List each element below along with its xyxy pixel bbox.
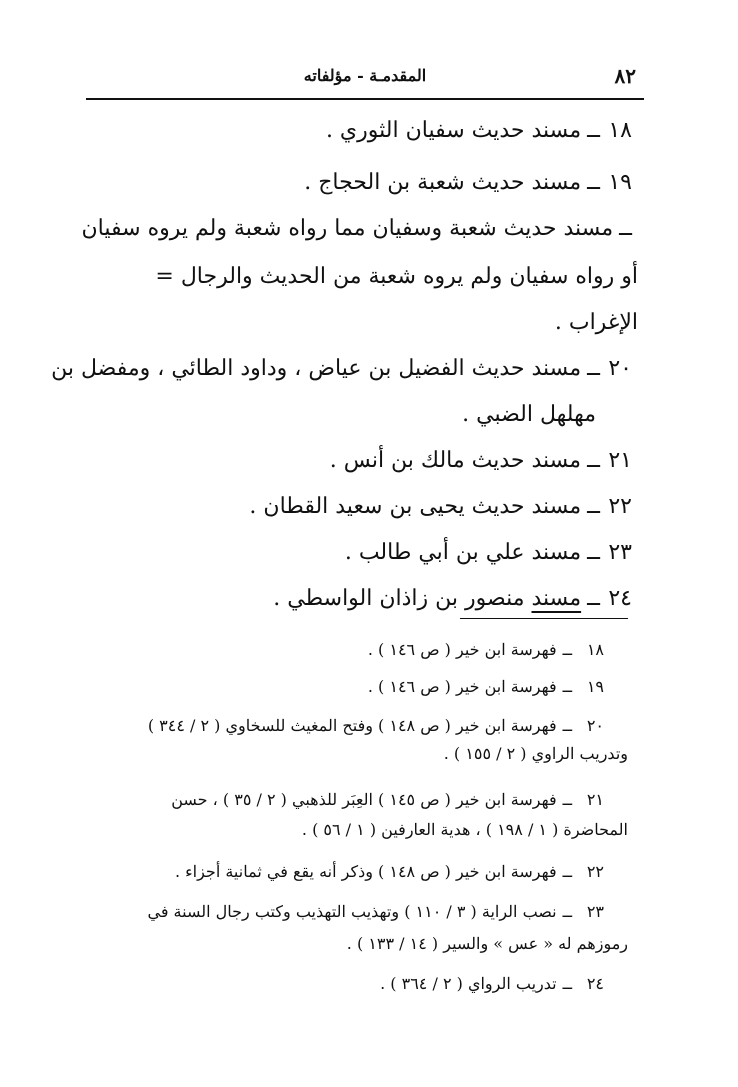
entry-19 bbox=[304, 170, 632, 195]
footnote-22 bbox=[175, 862, 604, 881]
page-number: ٨٢ bbox=[614, 64, 636, 88]
entry-dash: ــ bbox=[619, 216, 632, 241]
footnote-dash: ــ bbox=[562, 716, 572, 735]
entry-text: مسند حديث الفضيل بن عياض ، وداود الطائي ، ومفضل بن bbox=[51, 356, 582, 381]
entry-number: ٢٠ bbox=[608, 356, 632, 381]
entry-continuation bbox=[555, 310, 638, 335]
entry-21 bbox=[330, 448, 632, 473]
entry-number: ٢٤ bbox=[608, 586, 632, 611]
entry-underlined-word: مسند bbox=[531, 586, 582, 611]
entry-unnumbered bbox=[82, 216, 638, 241]
entry-18 bbox=[326, 118, 632, 143]
footnote-number: ١٨ bbox=[586, 640, 604, 659]
entry-text: مهلهل الضبي . bbox=[462, 402, 596, 427]
footnote-dash: ــ bbox=[562, 902, 572, 921]
footnote-21 bbox=[171, 790, 604, 809]
footnote-dash: ــ bbox=[562, 640, 572, 659]
entry-24 bbox=[273, 586, 632, 611]
footnote-text: فهرسة ابن خير ( ص ١٤٥ ) العِبَر للذهبي ( ٢ / ٣٥ ) ، حسن bbox=[171, 790, 557, 809]
footnote-23 bbox=[147, 902, 604, 921]
footnote-number: ٢٢ bbox=[586, 862, 604, 881]
footnote-continuation bbox=[302, 820, 628, 839]
footnote-dash: ــ bbox=[562, 790, 572, 809]
footnote-19 bbox=[368, 677, 604, 696]
footnote-text: وتدريب الراوي ( ٢ / ١٥٥ ) . bbox=[443, 744, 628, 763]
footnote-number: ١٩ bbox=[586, 677, 604, 696]
entry-number: ٢١ bbox=[608, 448, 632, 473]
footnote-text: فهرسة ابن خير ( ص ١٤٨ ) وفتح المغيث للسخاوي ( ٢ / ٣٤٤ ) bbox=[147, 716, 557, 735]
footnote-18 bbox=[368, 640, 604, 659]
footnote-text: تدريب الرواي ( ٢ / ٣٦٤ ) . bbox=[380, 974, 557, 993]
running-title: المقدمـة - مؤلفاته bbox=[303, 66, 427, 85]
footnote-text: فهرسة ابن خير ( ص ١٤٦ ) . bbox=[367, 677, 557, 696]
footnote-text: نصب الراية ( ٣ / ١١٠ ) وتهذيب التهذيب وكتب رجال السنة في bbox=[147, 902, 557, 921]
entry-text: مسند علي بن أبي طالب . bbox=[344, 540, 582, 565]
footnote-number: ٢٣ bbox=[586, 902, 604, 921]
entry-text: منصور بن زاذان الواسطي . bbox=[273, 586, 532, 611]
entry-continuation bbox=[462, 402, 596, 427]
footnote-24 bbox=[380, 974, 604, 993]
page-header bbox=[86, 60, 644, 100]
entry-text: مسند حديث مالك بن أنس . bbox=[329, 448, 582, 473]
footnote-dash: ــ bbox=[562, 677, 572, 696]
footnote-separator bbox=[460, 618, 628, 619]
entry-22 bbox=[249, 494, 632, 519]
entry-text: مسند حديث شعبة بن الحجاج . bbox=[304, 170, 582, 195]
footnote-dash: ــ bbox=[562, 974, 572, 993]
footnote-continuation bbox=[347, 934, 628, 953]
entry-23 bbox=[345, 540, 632, 565]
footnote-text: المحاضرة ( ١ / ١٩٨ ) ، هدية العارفين ( ١ / ٥٦ ) . bbox=[301, 820, 628, 839]
entry-dash: ــ bbox=[587, 118, 600, 143]
footnote-text: فهرسة ابن خير ( ص ١٤٦ ) . bbox=[367, 640, 557, 659]
entry-dash: ــ bbox=[587, 540, 600, 565]
entry-number: ٢٢ bbox=[608, 494, 632, 519]
footnote-continuation bbox=[444, 744, 628, 763]
entry-dash: ــ bbox=[587, 356, 600, 381]
footnote-dash: ــ bbox=[562, 862, 572, 881]
footnote-number: ٢١ bbox=[586, 790, 604, 809]
entry-text: مسند حديث يحيى بن سعيد القطان . bbox=[249, 494, 582, 519]
entry-text: الإغراب . bbox=[554, 310, 638, 335]
entry-number: ١٩ bbox=[608, 170, 632, 195]
entry-dash: ــ bbox=[587, 494, 600, 519]
entry-text: أو رواه سفيان ولم يروه شعبة من الحديث والرجال = bbox=[155, 264, 638, 289]
entry-number: ١٨ bbox=[608, 118, 632, 143]
entry-number: ٢٣ bbox=[608, 540, 632, 565]
entry-20 bbox=[51, 356, 632, 381]
entry-text: مسند حديث سفيان الثوري . bbox=[325, 118, 582, 143]
entry-text: مسند حديث شعبة وسفيان مما رواه شعبة ولم يروه سفيان bbox=[81, 216, 614, 241]
footnote-number: ٢٤ bbox=[586, 974, 604, 993]
footnote-text: رموزهم له « عس » والسير ( ١٤ / ١٣٣ ) . bbox=[346, 934, 628, 953]
entry-dash: ــ bbox=[587, 586, 600, 611]
entry-continuation bbox=[155, 264, 638, 289]
footnote-text: فهرسة ابن خير ( ص ١٤٨ ) وذكر أنه يقع في ثمانية أجزاء . bbox=[174, 862, 557, 881]
entry-dash: ــ bbox=[587, 448, 600, 473]
footnote-20 bbox=[148, 716, 604, 735]
entry-dash: ــ bbox=[587, 170, 600, 195]
footnote-number: ٢٠ bbox=[586, 716, 604, 735]
